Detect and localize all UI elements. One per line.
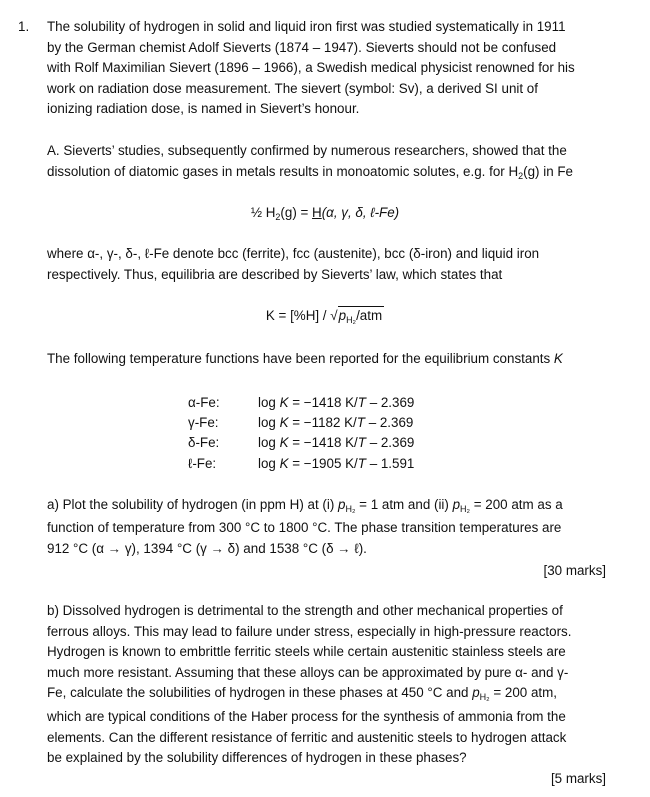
sieverts-law-lhs: K = [%H] / √ xyxy=(265,308,338,323)
part-b-marks: [5 marks] xyxy=(550,771,606,786)
intro-line: work on radiation dose measurement. The sievert (symbol: Sv), a derived SI unit of xyxy=(47,80,538,96)
part-a-text: (g) in Fe xyxy=(523,163,573,179)
reaction-lhs: (g) = xyxy=(280,205,313,220)
reaction-solute: H xyxy=(312,205,322,220)
intro-line: with Rolf Maximilian Sievert (1896 – 1966), a Swedish medical physicist renowned for his xyxy=(47,60,575,75)
subscript: 2 xyxy=(275,212,281,222)
intro-line: ionizing radiation dose, is named in Sievert’s honour. xyxy=(47,101,360,116)
where-line: respectively. Thus, equilibria are described by Sieverts’ law, which states that xyxy=(47,266,503,282)
where-line: where α-, γ-, δ-, ℓ-Fe denote bcc (ferrite), fcc (austenite), bcc (δ-iron) and liquid iron xyxy=(47,246,540,261)
phase-label: δ-Fe: xyxy=(188,435,220,451)
intro-line: by the German chemist Adolf Sieverts (1874 – 1947). Sieverts should not be confused xyxy=(47,39,557,55)
part-a-question-line: function of temperature from 300 °C to 1800 °C. The phase transition temperatures are xyxy=(47,520,562,535)
subscript: 2 xyxy=(518,170,524,181)
question-number: 1. xyxy=(18,19,30,34)
part-a-line xyxy=(47,162,573,182)
part-a-marks: [30 marks] xyxy=(543,563,606,578)
part-b-line: much more resistant. Assuming that these alloys can be approximated by pure α- and γ- xyxy=(47,664,569,680)
sieverts-law xyxy=(0,306,650,326)
equation: log K = −1182 K/T – 2.369 xyxy=(258,415,414,431)
functions-intro-text: The following temperature functions have been reported for the equilibrium constants xyxy=(47,351,554,366)
reaction-phases: (α, γ, δ, ℓ-Fe) xyxy=(321,205,400,220)
phase-label: α-Fe: xyxy=(188,395,220,410)
part-b-line: which are typical conditions of the Haber process for the synthesis of ammonia from the xyxy=(47,709,566,724)
part-a-question-line: a) Plot the solubility of hydrogen (in ppm H) at (i) $p_{H_2} = 1$ atm and (ii) $p_{H_2} = 200$ atm as a xyxy=(47,497,563,514)
part-b-line: Fe, calculate the solubilities of hydrogen in these phases at 450 °C and $p_{H_2} = 200$ atm, xyxy=(47,685,558,702)
pressure-symbol: p xyxy=(338,308,347,323)
functions-intro xyxy=(47,349,563,369)
part-a-line: A. Sieverts’ studies, subsequently confirmed by numerous researchers, showed that the xyxy=(47,143,567,158)
equation: log K = −1418 K/T – 2.369 xyxy=(258,395,415,410)
part-a-text: dissolution of diatomic gases in metals results in monoatomic solutes, e.g. for H xyxy=(47,163,519,179)
equation: log K = −1905 K/T – 1.591 xyxy=(258,455,415,471)
part-b-line: Hydrogen is known to embrittle ferritic steels while certain austenitic stainless steels are xyxy=(47,644,566,659)
intro-line: The solubility of hydrogen in solid and liquid iron first was studied systematically in 1911 xyxy=(47,19,566,34)
phase-label: γ-Fe: xyxy=(188,415,219,431)
equilibrium-constant-symbol: K xyxy=(553,351,563,366)
subscript: H₂ xyxy=(346,315,357,325)
part-b-line: ferrous alloys. This may lead to failure under stress, especially in high-pressure reactors. xyxy=(47,623,572,639)
part-a-question-line: 912 °C (α → γ), 1394 °C (γ → δ) and 1538 °C (δ → ℓ). xyxy=(47,541,367,556)
equation: log K = −1418 K/T – 2.369 xyxy=(258,435,415,451)
part-b-line: be explained by the solubility differences of hydrogen in these phases? xyxy=(47,750,467,765)
phase-label: ℓ-Fe: xyxy=(188,455,217,471)
part-b-line: elements. Can the different resistance of ferritic and austenitic steels to hydrogen attack xyxy=(47,729,567,745)
part-b-line: b) Dissolved hydrogen is detrimental to the strength and other mechanical properties of xyxy=(47,603,563,618)
reaction-equation xyxy=(0,203,650,223)
sieverts-law-rest: /atm xyxy=(356,308,383,323)
reaction-lhs: ½ H xyxy=(250,205,276,220)
